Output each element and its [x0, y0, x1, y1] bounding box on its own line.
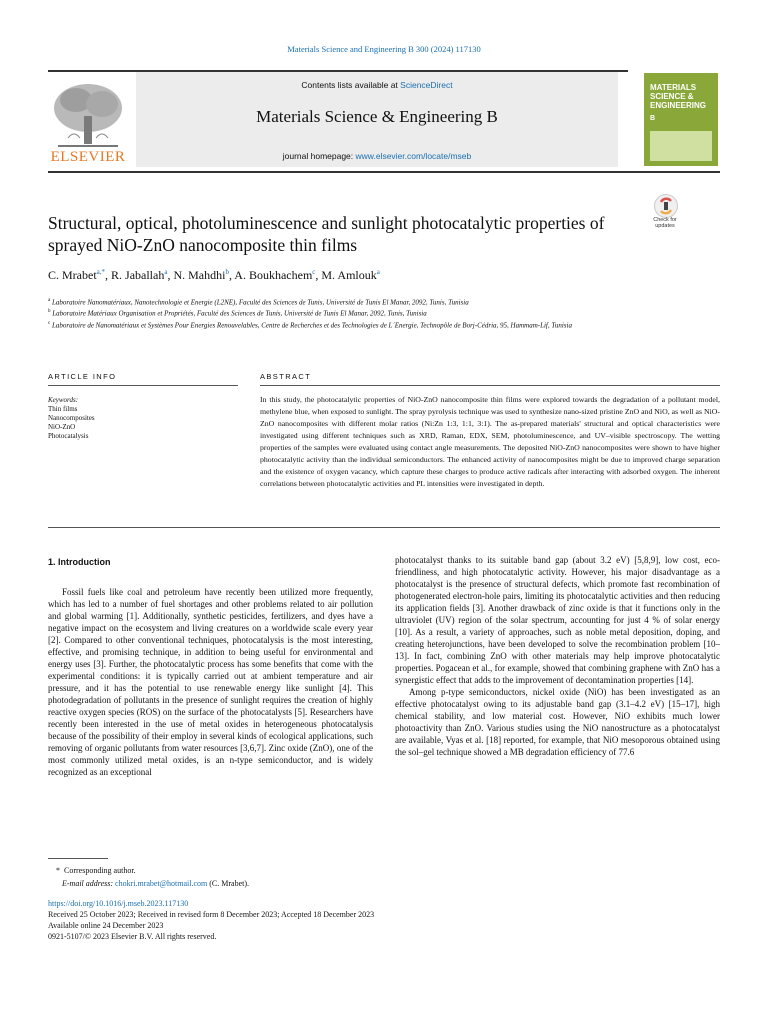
section-heading: 1. Introduction [48, 557, 111, 567]
author[interactable]: N. Mahdhi$^b$ [173, 268, 229, 282]
copyright: 0921-5107/© 2023 Elsevier B.V. All rights reserved. [48, 932, 217, 941]
affiliation: $^b$ Laboratoire Matériaux Organisation et Propriétés, Faculté des Sciences de Tunis, Université de Tunis El Manar, 2092, Tunis, Tunisia [48, 309, 427, 318]
section-rule [48, 527, 720, 528]
contents-line [136, 80, 618, 90]
publication-info [48, 898, 548, 942]
corresponding-author-note: * Corresponding author. [56, 866, 136, 875]
affiliation: $^a$ Laboratoire Nanomatériaux, Nanotechnologie et Energie (L2NE), Faculté des Sciences de Tunis, Université de Tunis El Manar, 2092, Tunis, Tunisia [48, 298, 469, 307]
author[interactable]: M. Amlouk$^a$ [321, 268, 380, 282]
footnotes [48, 864, 373, 890]
homepage-prefix: journal homepage: [282, 151, 356, 161]
author[interactable]: R. Jaballah$^a$ [111, 268, 168, 282]
author[interactable]: C. Mrabet$^{a,*}$ [48, 268, 106, 282]
affiliations [48, 296, 688, 330]
affiliation: $^c$ Laboratoire de Nanomatériaux et Systèmes Pour Energies Renouvelables, Centre de Recherches et des Technologies de L´Energie, Technopôle de Borj-Cédria, 95, Hammam-Lif, Tunisia [48, 320, 572, 329]
journal-homepage-link[interactable]: www.elsevier.com/locate/mseb [355, 151, 472, 161]
keyword: Thin films [48, 405, 78, 413]
body-right-column [395, 554, 720, 758]
journal-name: Materials Science & Engineering B [256, 107, 498, 126]
elsevier-wordmark: ELSEVIER [50, 149, 126, 165]
sciencedirect-link[interactable]: ScienceDirect [400, 80, 453, 90]
homepage-line [136, 151, 618, 161]
doi-link[interactable]: https://doi.org/10.1016/j.mseb.2023.117130 [48, 899, 189, 908]
running-head[interactable]: Materials Science and Engineering B 300 (2024) 117130 [287, 44, 481, 54]
abstract-heading: ABSTRACT [260, 372, 312, 381]
keywords-block [48, 396, 238, 441]
keyword: Nanocomposites [48, 414, 95, 422]
check-updates-icon [654, 194, 678, 218]
article-info-rule [48, 385, 238, 386]
body-left-column [48, 554, 373, 778]
article-title: Structural, optical, photoluminescence and sunlight photocatalytic properties of sprayed NiO-ZnO nanocomposite thin films [48, 213, 605, 255]
email-note: E-mail address: chokri.mrabet@hotmail.com (C. Mrabet). [62, 879, 250, 888]
journal-cover-thumbnail[interactable] [644, 73, 718, 166]
abstract-rule [260, 385, 720, 386]
article-info-heading: ARTICLE INFO [48, 372, 117, 381]
keyword: Photocatalysis [48, 432, 89, 440]
contents-prefix: Contents lists available at [301, 80, 401, 90]
body-paragraph: photocatalyst thanks to its suitable band gap (about 3.2 eV) [5,8,9], low cost, eco-friendliness, and high photocatalytic activity. However, his major disadvantage as a photocatalyst is the presence of structural defects, which promote fast recombination of photogenerated electron-hole pairs, limiting its photocatalytic activities and then reducing its application fields [3]. Another drawback of zinc oxide is that it functions only in the ultraviolet (UV) region of the solar spectrum, accounting for just 4 % of solar energy [10]. As a result, a variety of approaches, such as noble metal deposition, doping, and creating heterojunctions, have been developed to solve the recombination problem [10–13]. In fact, combining ZnO with other materials may help improve photocatalytic properties. Pogacean et al., for example, showed that combining graphene with ZnO has a synergistic effect that adds to the improvement of decontamination properties [14]. [395, 555, 720, 685]
author-list: C. Mrabet$^{a,*}$, R. Jaballah$^a$, N. Mahdhi$^b$, A. Boukhachem$^c$, M. Amlouk$^a$ [48, 268, 380, 282]
header-rule-bottom [48, 171, 720, 173]
keywords-label: Keywords: [48, 396, 79, 404]
abstract-text: In this study, the photocatalytic properties of NiO-ZnO nanocomposite thin films were explored towards the degradation of a pollutant model, methylene blue, when exposed to sunlight. The spray pyrolysis technique was used to synthesize nano-sized pristine ZnO and NiO, as well as NiO-ZnO nanocomposites with different molar ratios (Ni:Zn 1:3, 1:1, 3:1). The as-prepared materials' structural and optical characteristics were investigated using different techniques such as XRD, Raman, EDX, SEM, photoluminescence, and UV–visible spectroscopy. The wetting properties of the samples were evaluated using contact angle measurements. The deposited NiO-ZnO nanocomposites were shown to have higher photocatalytic activity than the individual semiconductors. The enhanced activity of nanocomposites might be due to improved charge separation and the existence of oxygen vacancy, which capture these charges to produce active radicals after interacting with adsorbed oxygen. The inherent correlations between photocatalytic activities and PL intensities were investigated in depth. [260, 395, 720, 488]
cover-image [650, 131, 712, 161]
body-paragraph: Fossil fuels like coal and petroleum have recently been utilized more frequently, which has led to a number of fuel shortages and other problems related to air pollution and global warming [1]. Additionally, synthetic pesticides, fertilizers, and dyes have a negative impact on the ecosystem and living creatures on a worldwide scale every year [2]. Compared to other conventional techniques, photocatalysis is the most interesting, effective, and promising technique, in addition to being useful for environmental and energy uses [3]. Further, the photocatalytic process has some benefits that come with the experimental conditions: it is typically carried out at ambient temperature and air pressure, and it has the potential to use renewable energy like sunlight [4]. This photodegradation of pollutants in the presence of sunlight requires the creation of highly reactive oxygen species (ROS) on the surface of the photocatalysts [5]. Researchers have recently been interested in the use of metal oxides in heterogeneous photocatalysis because of the possibility of their employ in several kinds of ecological applications, such removing of organic pollutants from water resources [3,6,7]. Zinc oxide (ZnO), one of the most commonly utilized metal oxides, is an n-type semiconductor, and is widely recognized as an exceptional [48, 587, 373, 777]
email-link[interactable]: chokri.mrabet@hotmail.com [115, 879, 208, 888]
author[interactable]: A. Boukhachem$^c$ [234, 268, 316, 282]
footnote-rule [48, 858, 108, 859]
available-online: Available online 24 December 2023 [48, 921, 164, 930]
check-for-updates-button[interactable] [648, 194, 682, 232]
cover-title: MATERIALS SCIENCE & ENGINEERING [650, 83, 707, 110]
received-dates: Received 25 October 2023; Received in revised form 8 December 2023; Accepted 18 December 2023 [48, 910, 375, 919]
check-updates-label: Check for updates [653, 217, 677, 229]
body-paragraph: Among p-type semiconductors, nickel oxide (NiO) has been investigated as an effective photocatalyst owing to its adjustable band gap (3.1–4.2 eV) [15–17], high chemical stability, and low material cost. However, NiO exhibits much lower photoactivity than ZnO. Various studies using the NiO nanostructure as a photocatalyst are available, Vyas et al. [18] reported, for example, that NiO mesoporous obtained using the sol–gel technique showed a MB degradation efficiency of 77.6 [395, 687, 720, 757]
keyword: NiO-ZnO [48, 423, 76, 431]
cover-letter: B [650, 115, 656, 122]
